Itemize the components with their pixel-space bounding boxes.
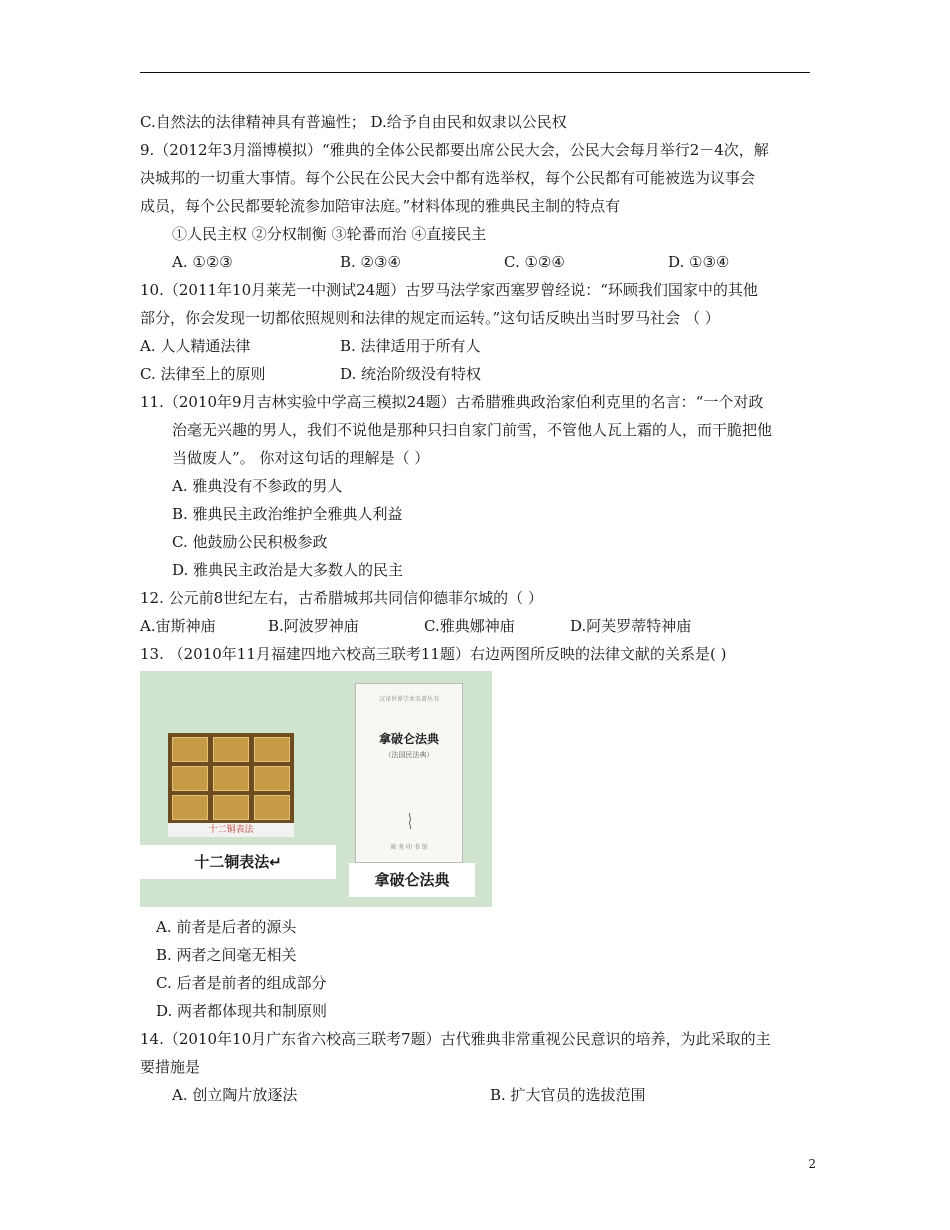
q12-option-a: A.宙斯神庙 — [140, 617, 216, 635]
bronze-tablet — [254, 795, 290, 820]
q12-option-c: C.雅典娜神庙 — [424, 617, 515, 635]
q10-option-b: B. 法律适用于所有人 — [340, 337, 481, 355]
book-subtitle: （法国民法典） — [384, 751, 434, 759]
q12-option-b: B.阿波罗神庙 — [268, 617, 359, 635]
q9-items: ①人民主权 ②分权制衡 ③轮番而治 ④直接民主 — [172, 225, 487, 243]
q13-option-d: D. 两者都体现共和制原则 — [156, 1002, 328, 1020]
book-series-text: 汉译世界学术名著丛书 — [378, 696, 439, 703]
q10-option-d: D. 统治阶级没有特权 — [340, 365, 482, 383]
q14-stem-line1: 14.（2010年10月广东省六校高三联考7题）古代雅典非常重视公民意识的培养，为此采取的主 — [140, 1030, 771, 1048]
q13-option-c: C. 后者是前者的组成部分 — [156, 974, 327, 992]
book-publisher: 商 务 印 书 馆 — [390, 844, 428, 851]
q11-stem-line3: 当做废人”。 你对这句话的理解是（ ） — [172, 449, 430, 467]
book-title: 拿破仑法典 — [378, 732, 439, 746]
bronze-tablet — [254, 737, 290, 762]
publisher-logo-icon — [406, 812, 414, 830]
bronze-tablet — [172, 766, 208, 791]
bronze-tablet — [172, 795, 208, 820]
q11-option-b: B. 雅典民主政治维护全雅典人利益 — [172, 505, 403, 523]
q11-stem-line2: 治毫无兴趣的男人，我们不说他是那种只扫自家门前雪，不管他人瓦上霜的人，而干脆把他 — [172, 421, 773, 439]
q9-option-b: B. ②③④ — [340, 253, 401, 271]
q14-stem-line2: 要措施是 — [140, 1058, 201, 1076]
q9-option-a: A. ①②③ — [172, 253, 233, 271]
bronze-tablet — [254, 766, 290, 791]
q12-option-d: D.阿芙罗蒂特神庙 — [570, 617, 692, 635]
q9-stem-line2: 决城邦的一切重大事情。每个公民在公民大会中都有选举权，每个公民都有可能被选为议事会 — [140, 169, 756, 187]
napoleonic-code-book-cover — [355, 683, 463, 863]
q10-stem-line2: 部分，你会发现一切都依照规则和法律的规定而运转。”这句话反映出当时罗马社会 （ ） — [140, 309, 720, 327]
page-number: 2 — [808, 1157, 816, 1171]
q13-option-a: A. 前者是后者的源头 — [156, 918, 297, 936]
q11-option-c: C. 他鼓励公民积极参政 — [172, 533, 328, 551]
q13-option-b: B. 两者之间毫无相关 — [156, 946, 297, 964]
q9-option-c: C. ①②④ — [504, 253, 565, 271]
q11-option-d: D. 雅典民主政治是大多数人的民主 — [172, 561, 404, 579]
tablets-photo-caption: 十二铜表法 — [168, 823, 294, 837]
q11-option-a: A. 雅典没有不参政的男人 — [172, 477, 343, 495]
q13-stem: 13. （2010年11月福建四地六校高三联考11题）右边两图所反映的法律文献的关系是( ) — [140, 645, 727, 663]
q14-option-a: A. 创立陶片放逐法 — [172, 1086, 298, 1104]
q10-option-a: A. 人人精通法律 — [140, 337, 251, 355]
header-rule — [140, 72, 810, 73]
napoleonic-code-caption: 拿破仑法典 — [349, 863, 475, 897]
q12-stem: 12. 公元前8世纪左右，古希腊城邦共同信仰德菲尔城的（ ） — [140, 589, 543, 607]
q13-figure — [140, 671, 492, 907]
q9-stem-line3: 成员，每个公民都要轮流参加陪审法庭。”材料体现的雅典民主制的特点有 — [140, 197, 621, 215]
bronze-tablet — [213, 737, 249, 762]
q14-option-b: B. 扩大官员的选拔范围 — [490, 1086, 646, 1104]
bronze-tablet — [172, 737, 208, 762]
q11-stem-line1: 11.（2010年9月吉林实验中学高三模拟24题）古希腊雅典政治家伯利克里的名言：“一个对政 — [140, 393, 764, 411]
q9-stem-line1: 9.（2012年3月淄博模拟）“雅典的全体公民都要出席公民大会，公民大会每月举行2－4次，解 — [140, 141, 769, 159]
bronze-tablet — [213, 766, 249, 791]
q10-stem-line1: 10.（2011年10月莱芜一中测试24题）古罗马法学家西塞罗曾经说：“环顾我们国家中的其他 — [140, 281, 758, 299]
q8-options-cd: C.自然法的法律精神具有普遍性； D.给予自由民和奴隶以公民权 — [140, 113, 567, 131]
q9-option-d: D. ①③④ — [668, 253, 730, 271]
bronze-tablet — [213, 795, 249, 820]
twelve-tables-photo — [168, 733, 294, 837]
q10-option-c: C. 法律至上的原则 — [140, 365, 266, 383]
twelve-tables-caption: 十二铜表法↵ — [140, 845, 336, 879]
